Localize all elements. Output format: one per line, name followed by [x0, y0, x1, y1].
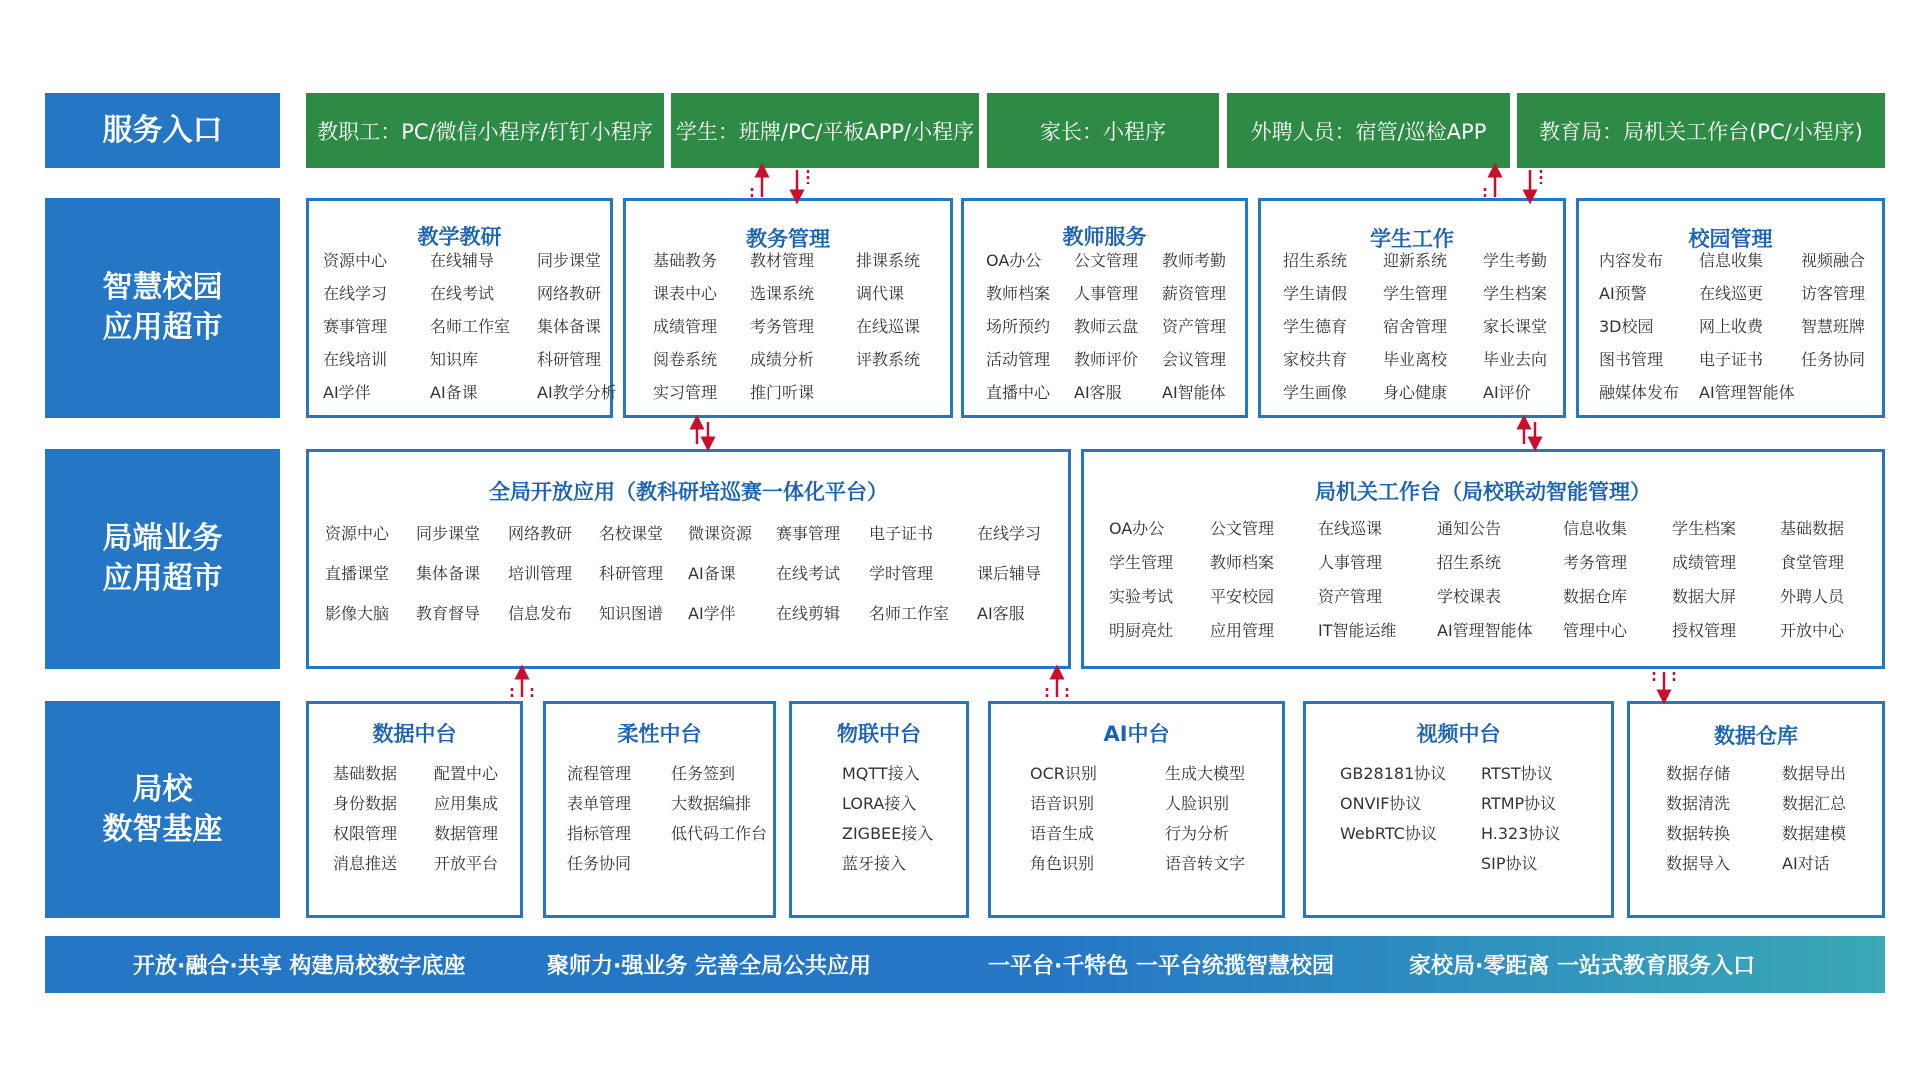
teacher-services-item[interactable]: 资产管理 — [1162, 316, 1227, 336]
video-platform-item[interactable]: SIP协议 — [1481, 854, 1538, 873]
box-title: 数据中台 — [372, 722, 457, 746]
teaching-research-item[interactable]: 在线学习 — [323, 283, 388, 303]
bureau-workbench-item[interactable]: 外聘人员 — [1780, 587, 1845, 606]
bureau-workbench-item[interactable]: 资产管理 — [1318, 587, 1383, 606]
ai-platform-item[interactable]: 语音识别 — [1030, 794, 1095, 813]
teacher-services-item[interactable]: 场所预约 — [986, 316, 1051, 336]
arrow-workbench-to-warehouse — [1654, 672, 1674, 697]
iot-platform-item[interactable]: 蓝牙接入 — [842, 854, 907, 873]
campus-management-item[interactable]: 视频融合 — [1801, 250, 1866, 270]
campus-management-item[interactable]: 访客管理 — [1801, 283, 1866, 303]
entry-parent[interactable]: 家长：小程序 — [987, 93, 1219, 168]
bureau-workbench-item[interactable]: 平安校园 — [1210, 587, 1275, 606]
video-platform-item[interactable]: RTST协议 — [1481, 764, 1553, 783]
box-title: 视频中台 — [1416, 722, 1501, 746]
student-affairs-item[interactable]: 招生系统 — [1283, 250, 1348, 270]
teaching-research-item[interactable]: 知识库 — [430, 350, 479, 370]
bureau-workbench-item[interactable]: 信息收集 — [1563, 519, 1628, 538]
teacher-services-item[interactable]: OA办公 — [986, 250, 1042, 270]
teacher-services-item[interactable]: AI智能体 — [1162, 383, 1226, 403]
academic-affairs-item[interactable]: 阅卷系统 — [653, 350, 718, 370]
student-affairs-item[interactable]: 学生档案 — [1483, 283, 1548, 303]
campus-management-item[interactable]: 智慧班牌 — [1801, 316, 1866, 336]
campus-management-item[interactable]: 在线巡更 — [1699, 283, 1764, 303]
arrow-student-affairs-bureau — [1524, 422, 1535, 444]
box-title: 学生工作 — [1370, 227, 1454, 251]
campus-management-item[interactable]: AI预警 — [1599, 283, 1647, 303]
campus-management-item[interactable]: 融媒体发布 — [1599, 383, 1680, 403]
ai-platform-item[interactable]: 语音转文字 — [1165, 854, 1246, 873]
student-affairs-item[interactable]: 毕业去向 — [1483, 350, 1548, 370]
student-affairs-item[interactable]: 宿舍管理 — [1383, 316, 1448, 336]
academic-affairs-item[interactable]: 调代课 — [856, 283, 905, 303]
box-title: 局机关工作台（局校联动智能管理） — [1315, 480, 1651, 504]
video-platform-item[interactable]: GB28181协议 — [1340, 764, 1447, 783]
bureau-workbench-item[interactable]: 开放中心 — [1780, 621, 1845, 640]
iot-platform-item[interactable]: ZIGBEE接入 — [842, 824, 934, 843]
data-platform-item[interactable]: 基础数据 — [333, 764, 398, 783]
data-platform-item[interactable]: 身份数据 — [333, 794, 398, 813]
ai-platform-item[interactable]: 人脸识别 — [1165, 794, 1230, 813]
row-label-smart-campus: 智慧校园 应用超市 — [45, 198, 280, 418]
arrow-external-entry-student-affairs — [1485, 170, 1541, 197]
academic-affairs-item[interactable]: 在线巡课 — [856, 316, 921, 336]
bureau-open-app-item[interactable]: 信息发布 — [508, 604, 573, 623]
bureau-open-app-item[interactable]: 名师工作室 — [869, 604, 950, 623]
student-affairs-item[interactable]: 学生画像 — [1283, 383, 1348, 403]
campus-management-item[interactable]: 3D校园 — [1599, 316, 1654, 336]
arrow-ai-to-open-apps — [1047, 672, 1067, 697]
bureau-open-app-item[interactable]: 教育督导 — [416, 604, 481, 623]
teaching-research-item[interactable]: AI备课 — [430, 383, 478, 403]
data-warehouse-item[interactable]: 数据导入 — [1666, 854, 1731, 873]
academic-affairs-item[interactable]: 选课系统 — [750, 283, 815, 303]
data-platform-item[interactable]: 配置中心 — [434, 764, 499, 783]
teacher-services-item[interactable]: 教师考勤 — [1162, 250, 1227, 270]
teaching-research-item[interactable]: 在线培训 — [323, 350, 388, 370]
bureau-workbench-item[interactable]: 基础数据 — [1780, 519, 1845, 538]
data-warehouse-item[interactable]: 数据转换 — [1666, 824, 1731, 843]
ai-platform-item[interactable]: 角色识别 — [1030, 854, 1095, 873]
student-affairs-item[interactable]: 学生管理 — [1383, 283, 1448, 303]
data-warehouse-item[interactable]: 数据存储 — [1666, 764, 1731, 783]
arrow-academic-bureau — [697, 422, 708, 444]
data-platform-item[interactable]: 应用集成 — [434, 794, 499, 813]
student-affairs-item[interactable]: 学生德育 — [1283, 316, 1348, 336]
bureau-open-app-item[interactable]: 微课资源 — [688, 524, 753, 543]
data-platform-item[interactable]: 消息推送 — [333, 854, 398, 873]
student-affairs-item[interactable]: 家校共育 — [1283, 350, 1348, 370]
footer-slogan-2: 聚师力·强业务 完善全局公共应用 — [547, 954, 872, 979]
entry-external-staff[interactable]: 外聘人员：宿管/巡检APP — [1227, 93, 1510, 168]
entry-staff[interactable]: 教职工：PC/微信小程序/钉钉小程序 — [306, 93, 664, 168]
footer-slogan-3: 一平台·千特色 一平台统揽智慧校园 — [988, 954, 1335, 979]
teaching-research-item[interactable]: 同步课堂 — [537, 250, 602, 270]
footer-slogan-1: 开放·融合·共享 构建局校数字底座 — [133, 954, 466, 979]
box-title: AI中台 — [1103, 722, 1170, 746]
teacher-services-item[interactable]: 公文管理 — [1074, 250, 1139, 270]
bureau-open-app-item[interactable]: AI学伴 — [688, 604, 736, 623]
bureau-open-app-item[interactable]: 学时管理 — [869, 564, 934, 583]
teacher-services-item[interactable]: 直播中心 — [986, 383, 1051, 403]
bureau-workbench-item[interactable]: 学生管理 — [1109, 553, 1174, 572]
campus-management-item[interactable]: 任务协同 — [1801, 350, 1866, 370]
teacher-services-item[interactable]: 人事管理 — [1074, 283, 1139, 303]
bureau-workbench-item[interactable]: 授权管理 — [1672, 621, 1737, 640]
bureau-open-app-item[interactable]: 在线学习 — [977, 524, 1042, 543]
entry-education-bureau[interactable]: 教育局：局机关工作台(PC/小程序) — [1517, 93, 1885, 168]
video-platform-item[interactable]: H.323协议 — [1481, 824, 1561, 843]
bureau-workbench-item[interactable]: 明厨亮灶 — [1109, 621, 1174, 640]
bureau-workbench-item[interactable]: 学校课表 — [1437, 587, 1502, 606]
ai-platform-item[interactable]: 生成大模型 — [1165, 764, 1246, 783]
student-affairs-item[interactable]: 毕业离校 — [1383, 350, 1448, 370]
student-affairs-item[interactable]: AI评价 — [1483, 383, 1531, 403]
teaching-research-item[interactable]: 名师工作室 — [430, 316, 511, 336]
bureau-workbench-item[interactable]: 通知公告 — [1437, 519, 1502, 538]
iot-platform-item[interactable]: LORA接入 — [842, 794, 917, 813]
box-title: 柔性中台 — [617, 722, 702, 746]
bureau-open-app-item[interactable]: 知识图谱 — [599, 604, 664, 623]
campus-management-item[interactable]: 网上收费 — [1699, 316, 1764, 336]
data-warehouse-item[interactable]: 数据建模 — [1782, 824, 1847, 843]
arrow-base-to-open-apps — [512, 672, 532, 697]
data-warehouse-item[interactable]: 数据导出 — [1782, 764, 1847, 783]
box-title: 物联中台 — [837, 722, 921, 746]
arrow-student-entry-academic — [752, 170, 808, 197]
flexible-platform-item[interactable]: 指标管理 — [567, 824, 632, 843]
box-title: 全局开放应用（教科研培巡赛一体化平台） — [489, 480, 888, 504]
academic-affairs-item[interactable]: 成绩管理 — [653, 316, 718, 336]
bureau-open-app-item[interactable]: 电子证书 — [869, 524, 934, 543]
bureau-workbench-item[interactable]: IT智能运维 — [1318, 621, 1397, 640]
data-platform-item[interactable]: 开放平台 — [434, 854, 499, 873]
bureau-open-app-item[interactable]: 培训管理 — [508, 564, 573, 583]
bureau-open-app-item[interactable]: 科研管理 — [599, 564, 664, 583]
flexible-platform-item[interactable]: 任务协同 — [567, 854, 632, 873]
row-label-bureau-business: 局端业务 应用超市 — [45, 449, 280, 669]
box-title: 教学教研 — [417, 225, 502, 249]
bureau-workbench-item[interactable]: 成绩管理 — [1672, 553, 1737, 572]
bureau-workbench-item[interactable]: 考务管理 — [1563, 553, 1628, 572]
bureau-workbench-item[interactable]: 管理中心 — [1563, 621, 1628, 640]
bureau-open-app-item[interactable]: 在线剪辑 — [776, 604, 841, 623]
flexible-platform-item[interactable]: 表单管理 — [567, 794, 632, 813]
ai-platform-item[interactable]: 行为分析 — [1165, 824, 1230, 843]
video-platform-item[interactable]: ONVIF协议 — [1340, 794, 1422, 813]
video-platform-item[interactable]: RTMP协议 — [1481, 794, 1557, 813]
teaching-research-item[interactable]: 在线辅导 — [430, 250, 495, 270]
academic-affairs-item[interactable]: 成绩分析 — [750, 350, 815, 370]
bureau-workbench-item[interactable]: 数据大屏 — [1672, 587, 1737, 606]
flexible-platform-item[interactable]: 任务签到 — [671, 764, 736, 783]
bureau-workbench-item[interactable]: AI管理智能体 — [1437, 621, 1533, 640]
teacher-services-item[interactable]: 教师云盘 — [1074, 316, 1139, 336]
student-affairs-item[interactable]: 身心健康 — [1383, 383, 1448, 403]
teacher-services-item[interactable]: 薪资管理 — [1162, 283, 1227, 303]
flexible-platform-item[interactable]: 流程管理 — [567, 764, 632, 783]
campus-management-item[interactable]: AI管理智能体 — [1699, 383, 1795, 403]
data-warehouse-item[interactable]: 数据清洗 — [1666, 794, 1731, 813]
teacher-services-item[interactable]: 教师档案 — [986, 283, 1051, 303]
bureau-workbench-item[interactable]: 数据仓库 — [1563, 587, 1628, 606]
bureau-open-app-item[interactable]: 赛事管理 — [776, 524, 841, 543]
teacher-services-item[interactable]: 活动管理 — [986, 350, 1051, 370]
bureau-open-app-item[interactable]: AI备课 — [688, 564, 736, 583]
teaching-research-item[interactable]: 网络教研 — [537, 283, 602, 303]
ai-platform-item[interactable]: OCR识别 — [1030, 764, 1097, 783]
academic-affairs-item[interactable]: 推门听课 — [750, 383, 815, 403]
student-affairs-item[interactable]: 学生考勤 — [1483, 250, 1548, 270]
box-title: 数据仓库 — [1714, 724, 1798, 748]
bureau-open-app-item[interactable]: 名校课堂 — [599, 524, 664, 543]
teacher-services-item[interactable]: 会议管理 — [1162, 350, 1227, 370]
video-platform-item[interactable]: WebRTC协议 — [1340, 824, 1437, 843]
campus-management-item[interactable]: 电子证书 — [1699, 350, 1764, 370]
bureau-open-app-item[interactable]: 资源中心 — [325, 524, 390, 543]
bureau-open-app-item[interactable]: 影像大脑 — [325, 604, 390, 623]
bureau-workbench-item[interactable]: 在线巡课 — [1318, 519, 1383, 538]
academic-affairs-item[interactable]: 基础教务 — [653, 250, 718, 270]
data-platform-item[interactable]: 数据管理 — [434, 824, 499, 843]
data-warehouse-item[interactable]: AI对话 — [1782, 854, 1830, 873]
teaching-research-item[interactable]: 赛事管理 — [323, 316, 388, 336]
data-platform-item[interactable]: 权限管理 — [333, 824, 398, 843]
academic-affairs-item[interactable]: 教材管理 — [750, 250, 815, 270]
student-affairs-item[interactable]: 家长课堂 — [1483, 316, 1548, 336]
bureau-workbench-item[interactable]: 学生档案 — [1672, 519, 1737, 538]
teaching-research-item[interactable]: AI学伴 — [323, 383, 371, 403]
bureau-open-app-item[interactable]: 集体备课 — [416, 564, 481, 583]
bureau-workbench-item[interactable]: 公文管理 — [1210, 519, 1275, 538]
bureau-workbench-item[interactable]: OA办公 — [1109, 519, 1165, 538]
academic-affairs-item[interactable]: 评教系统 — [856, 350, 921, 370]
student-affairs-item[interactable]: 迎新系统 — [1383, 250, 1448, 270]
box-title: 教师服务 — [1062, 225, 1147, 249]
footer-slogan-4: 家校局·零距离 一站式教育服务入口 — [1409, 954, 1756, 979]
bureau-open-app-item[interactable]: 直播课堂 — [325, 564, 390, 583]
bureau-workbench-item[interactable]: 教师档案 — [1210, 553, 1275, 572]
academic-affairs-item[interactable]: 实习管理 — [653, 383, 718, 403]
flexible-platform-item[interactable]: 低代码工作台 — [671, 824, 768, 843]
academic-affairs-item[interactable]: 考务管理 — [750, 316, 815, 336]
academic-affairs-item[interactable]: 排课系统 — [856, 250, 921, 270]
campus-management-item[interactable]: 内容发布 — [1599, 250, 1664, 270]
ai-platform-item[interactable]: 语音生成 — [1030, 824, 1095, 843]
data-warehouse-item[interactable]: 数据汇总 — [1782, 794, 1847, 813]
entry-student[interactable]: 学生：班牌/PC/平板APP/小程序 — [671, 93, 979, 168]
box-title: 教务管理 — [746, 227, 830, 251]
bureau-open-app-item[interactable]: 网络教研 — [508, 524, 573, 543]
row-label-base: 局校 数智基座 — [45, 701, 280, 918]
campus-management-item[interactable]: 信息收集 — [1699, 250, 1764, 270]
teaching-research-item[interactable]: 在线考试 — [430, 283, 495, 303]
bureau-workbench-item[interactable]: 食堂管理 — [1780, 553, 1845, 572]
flexible-platform-item[interactable]: 大数据编排 — [671, 794, 752, 813]
teacher-services-item[interactable]: 教师评价 — [1074, 350, 1139, 370]
bureau-open-app-item[interactable]: 同步课堂 — [416, 524, 481, 543]
iot-platform-item[interactable]: MQTT接入 — [842, 764, 920, 783]
bureau-open-app-item[interactable]: 课后辅导 — [977, 564, 1042, 583]
teaching-research-item[interactable]: 科研管理 — [537, 350, 602, 370]
teaching-research-item[interactable]: 资源中心 — [323, 250, 388, 270]
campus-management-item[interactable]: 图书管理 — [1599, 350, 1664, 370]
row-label-service-entry: 服务入口 — [45, 93, 280, 168]
bureau-open-app-item[interactable]: 在线考试 — [776, 564, 841, 583]
bureau-open-app-item[interactable]: AI客服 — [977, 604, 1025, 623]
teacher-services-item[interactable]: AI客服 — [1074, 383, 1122, 403]
student-affairs-item[interactable]: 学生请假 — [1283, 283, 1348, 303]
bureau-workbench-item[interactable]: 招生系统 — [1437, 553, 1502, 572]
bureau-workbench-item[interactable]: 实验考试 — [1109, 587, 1174, 606]
teaching-research-item[interactable]: 集体备课 — [537, 316, 602, 336]
teaching-research-item[interactable]: AI教学分析 — [537, 383, 617, 403]
bureau-workbench-item[interactable]: 应用管理 — [1210, 621, 1275, 640]
academic-affairs-item[interactable]: 课表中心 — [653, 283, 718, 303]
bureau-workbench-item[interactable]: 人事管理 — [1318, 553, 1383, 572]
box-title: 校园管理 — [1688, 227, 1773, 251]
